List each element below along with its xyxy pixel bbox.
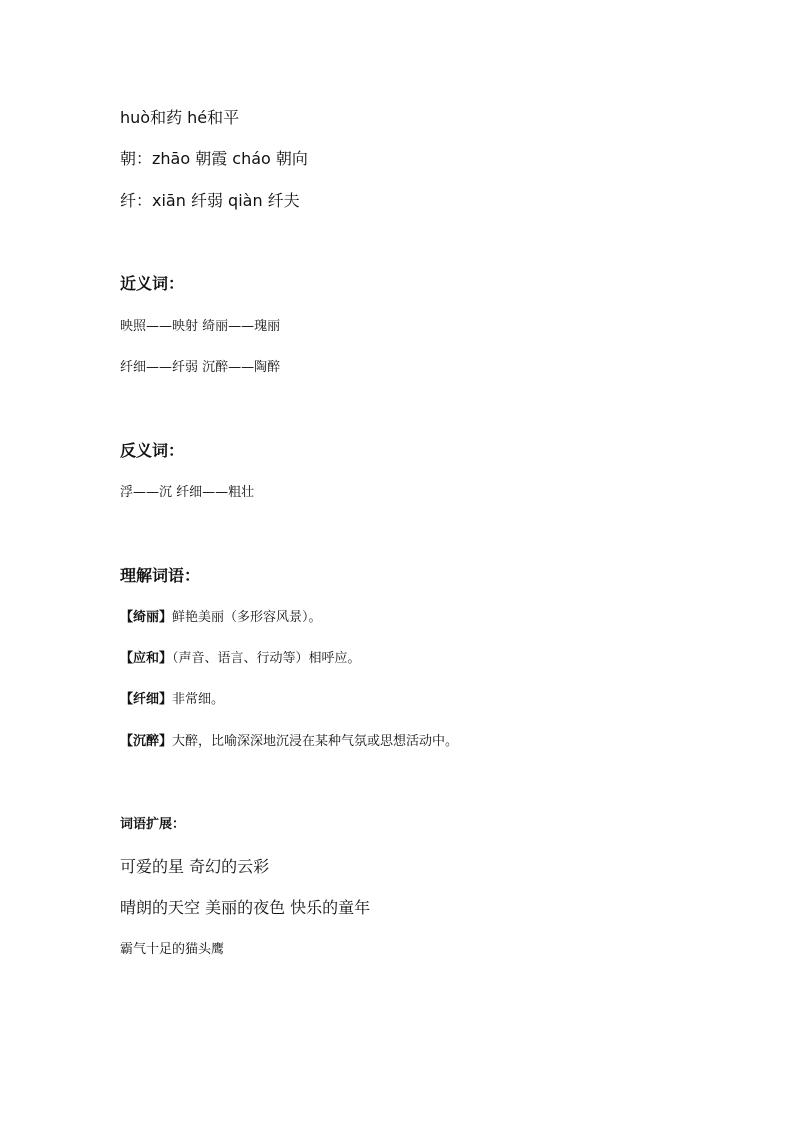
expansion-line-1: 可爱的星 奇幻的云彩: [120, 857, 270, 876]
definition-term: 【沉醉】: [120, 734, 173, 749]
synonyms-line-1: 映照——映射 绮丽——瑰丽: [120, 319, 281, 334]
definition-text: （声音、语言、行动等）相呼应。: [172, 651, 361, 666]
definition-term: 【应和】: [120, 651, 173, 666]
synonyms-heading: 近义词：: [120, 274, 185, 293]
definition-item: [120, 693, 224, 706]
synonyms-line-2: 纤细——纤弱 沉醉——陶醉: [120, 360, 281, 375]
definition-text: 大醉，比喻深深地沉浸在某种气氛或思想活动中。: [172, 734, 459, 749]
definition-text: 鲜艳美丽（多形容风景）。: [172, 610, 322, 625]
expansion-heading: 词语扩展：: [120, 817, 186, 832]
definition-item: [120, 652, 361, 665]
pronunciation-line-zhao: 朝：zhāo 朝霞 cháo 朝向: [120, 149, 308, 168]
pronunciation-line-xian: 纤：xiān 纤弱 qiàn 纤夫: [120, 191, 300, 210]
definition-text: 非常细。: [172, 692, 225, 707]
antonyms-heading: 反义词：: [120, 441, 185, 460]
definition-item: [120, 611, 322, 624]
definitions-heading: 理解词语：: [120, 566, 201, 585]
expansion-line-2: 晴朗的天空 美丽的夜色 快乐的童年: [120, 898, 371, 917]
definition-term: 【纤细】: [120, 692, 173, 707]
definition-item: [120, 735, 458, 748]
expansion-line-3: 霸气十足的猫头鹰: [120, 942, 225, 957]
definition-term: 【绮丽】: [120, 610, 173, 625]
antonyms-line-1: 浮——沉 纤细——粗壮: [120, 485, 255, 500]
pronunciation-line-huo-he: huò和药 hé和平: [120, 108, 240, 127]
